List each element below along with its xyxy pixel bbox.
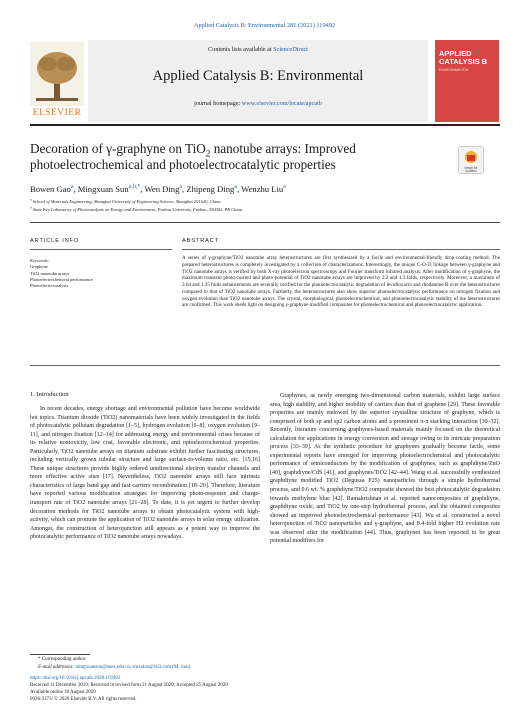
doi-link[interactable]: https://doi.org/10.1016/j.apcatb.2020.119492 [30,676,121,681]
affiliation-a: $^a$ School of Materials Engineering, Shanghai University of Engineering Science, Shanghai 201620, China [30,197,221,204]
keyword: Graphyne [30,264,48,270]
email-label: E-mail addresses: [38,665,76,670]
keyword: Photoelectrochemical performance [30,276,93,282]
cover-subtitle: ENVIRONMENTAL [439,68,469,72]
sciencedirect-link[interactable]: ScienceDirect [273,46,308,53]
footnote-rule [30,654,90,655]
keyword: Photoelectrocatalysis [30,283,69,289]
journal-name: Applied Catalysis B: Environmental [152,68,364,84]
journal-header [30,40,500,122]
author[interactable]: Wenzhu Liu$^a$ [241,184,286,194]
affiliation-b: $^b$ State Key Laboratory of Photocatalysis on Energy and Environment, Fuzhou University, Fuzhou, 350002, PR China [30,205,243,212]
header-box [88,40,428,122]
article-info-heading: ARTICLE INFO [30,238,80,244]
abstract-rule [182,249,500,250]
title-part-1: Decoration of γ-graphyne on TiO [30,141,206,156]
corresponding-author-note: * Corresponding author. [38,657,87,662]
author-list: Bowen Gao$^a$, Mingxuan Sun$^{a,b,*}$, Wen Ding$^a$, Zhipeng Ding$^a$, Wenzhu Liu$^a$ [30,184,286,194]
homepage-link[interactable]: www.elsevier.com/locate/apcatb [241,100,322,107]
author[interactable]: Bowen Gao$^a$ [30,184,74,194]
author[interactable]: Zhipeng Ding$^a$ [186,184,237,194]
abstract-heading: ABSTRACT [182,238,220,244]
svg-text:updates: updates [465,169,477,173]
abstract-bottom-rule [30,365,500,366]
section-rule [30,222,500,223]
copyright: 0926-3373/ © 2020 Elsevier B.V. All rights reserved. [30,697,137,702]
homepage-line [88,100,428,107]
homepage-prefix: journal homepage: [194,100,242,107]
article-info-rule [30,249,172,250]
section-heading: 1. Introduction [30,391,69,398]
journal-citation[interactable]: Applied Catalysis B: Environmental 281 (2021) 119492 [193,22,336,29]
online-date: Available online 30 August 2020 [30,690,96,695]
publisher-name: ELSEVIER [32,108,82,118]
elsevier-tree-logo [30,42,84,120]
keywords-block [30,258,172,289]
received-dates: Received 11 December 2019; Received in revised form 21 August 2020; Accepted 25 August 2020 [30,683,228,688]
email-links[interactable]: mingxuansun@sues.edu.cn, smxalan@163.com (M. Sun). [75,665,192,670]
journal-cover[interactable] [435,40,499,122]
email-note [38,665,192,670]
keyword: TiO2 nanotube arrays [30,270,70,276]
author[interactable]: Mingxuan Sun$^{a,b,*}$ [77,184,141,194]
intro-right-column: Graphynes, as newly emerging two-dimensional carbon materials, exhibit large surface area, high stability, and higher mobility of carriers than that of graphene [29]. These favorable properties are mainly endowed by the superior crystalline structure of graphyne, which is comprised of both sp and sp2 carbon atoms and a prominent π-π stacking interaction [30–32]. Recently, literature concerning graphynes-based materials mainly focused on the theoretical calculation for applications in energy conversion and storage owing to its intricate preparation process [33–39]. As the synthetic procedure for graphynes gradually become facile, some experimental reports have emerged for improving photoelectrochemical and photocatalytic performance of semiconductors by the modification of graphynes, such as graphdiyne/ZnO [40], graphdiyne/CdS [41], and graphynes/TiO2 [42–44]. Wang et al. successfully synthesized graphdiyne modified TiO2 (Degussa P25) nanoparticles through a simple hydrothermal process, and 0.6 wt. % graphdiyne/TiO2 composite showed the best photocatalytic degradation towards methylene blue [42]. Ramakrishnan et al. reported nanocomposites of graphdiyne, graphdiyne oxide, and TiO2 by one-step hydrothermal process, and the obtained composites showed an improved photoelectrochemical performance [43]. Wu et al. constructed a novel heterojunction of TiO2 nanoparticles and γ-graphyne, and 8.4-fold higher H2 evolution rate was observed after the modification [44]. Thus, graphynes has been reported to be great potential modifiers for [270,393,500,545]
title-part-2: nanotube arrays: Improved photoelectrochemical and photoelectrocatalytic properties [30,141,356,172]
cover-title: APPLIED CATALYSIS B [439,49,488,66]
intro-left-column: In recent decades, energy shortage and environmental pollution have become worldwide hot topics. Titanium dioxide (TiO2) nanomaterials have been widely investigated in the fields of photocatalytic pollutant degradation [1–5], hydrogen evolution [6–8], oxygen evolution [9–11], and nitrogen fixation [12–14] for addressing energy and environmental crises because of its relative nontoxicity, low cost, favorable electronic, and optoelectrochemical properties. Particularly, TiO2 nanotube arrays on titanium substrate exhibit further fascinating structures, including vertically grown tubular structure and large surface-to-volume ratio, etc. [15,16] These unique structures provide highly ordered unidirectional electron transfer channels and more effective active sites [17]. Nevertheless, TiO2 nanotube arrays still face intrinsic characteristics of large band gap and fast carriers recombination [18–20]. Therefore, literature have reported various modification strategies for improving photo-response and charge-transport rate of TiO2 nanotube arrays [21–28]. To date, it is yet urgent to further develop decoration methods for TiO2 nanotube arrays to obtain photocatalytic system with high-activity, which can promote the application of TiO2 nanotube arrays in solar energy utilization. Amongst, the construction of heterojunction still appears as a potent way to improve the photocatalytic performance of TiO2 nanotube arrays nowadays. [30,406,260,541]
keywords-title: Keywords: [30,258,50,263]
contents-prefix: Contents lists available at [208,46,274,53]
author[interactable]: Wen Ding$^a$ [144,184,183,194]
title-subscript: 2 [205,148,211,159]
article-title [30,141,440,173]
svg-text:check for: check for [464,166,478,170]
check-for-updates-icon[interactable] [458,146,484,174]
abstract-text: A series of γ-graphyne/TiO2 nanotube array heterostructures are first synthesized by a facile and environmental-friendly drop-coating method. The prepared heterostructures is completely investigated by a collection of characterizations. Interestingly, the unique C-O-Ti linkage between γ-graphyne and TiO2 nanotube arrays is verified by both X-ray photoelectron spectroscopy and Fourier transform infrared analysis. After modification of γ-graphyne, the maximum transient photo-current and photo-potential of TiO2 nanotube arrays are improved by 2.2 and 1.3 folds, respectively. Moreover, a maximum of 3.64 and 1.35 folds enhancements are severally verified for the photoelectrocatalytic degradation of levofloxacin and rhodamine B over the heterostructures compared to that of TiO2 nanotube arrays. Furtherly, the heterostructures also show superior photoelectrocatalytic performance on nitrogen fixation and oxygen evolution than TiO2 nanotube arrays. The crystal, morphological, photoelectrochemical, and photoelectrocatalytic stability of the heterostructures are confirmed. This work sheds light on designing γ-graphyne modified composites for photoelectrochemical and photoelectrocatalytic application. [182,255,500,309]
contents-line [88,46,428,53]
header-rule [30,124,500,126]
